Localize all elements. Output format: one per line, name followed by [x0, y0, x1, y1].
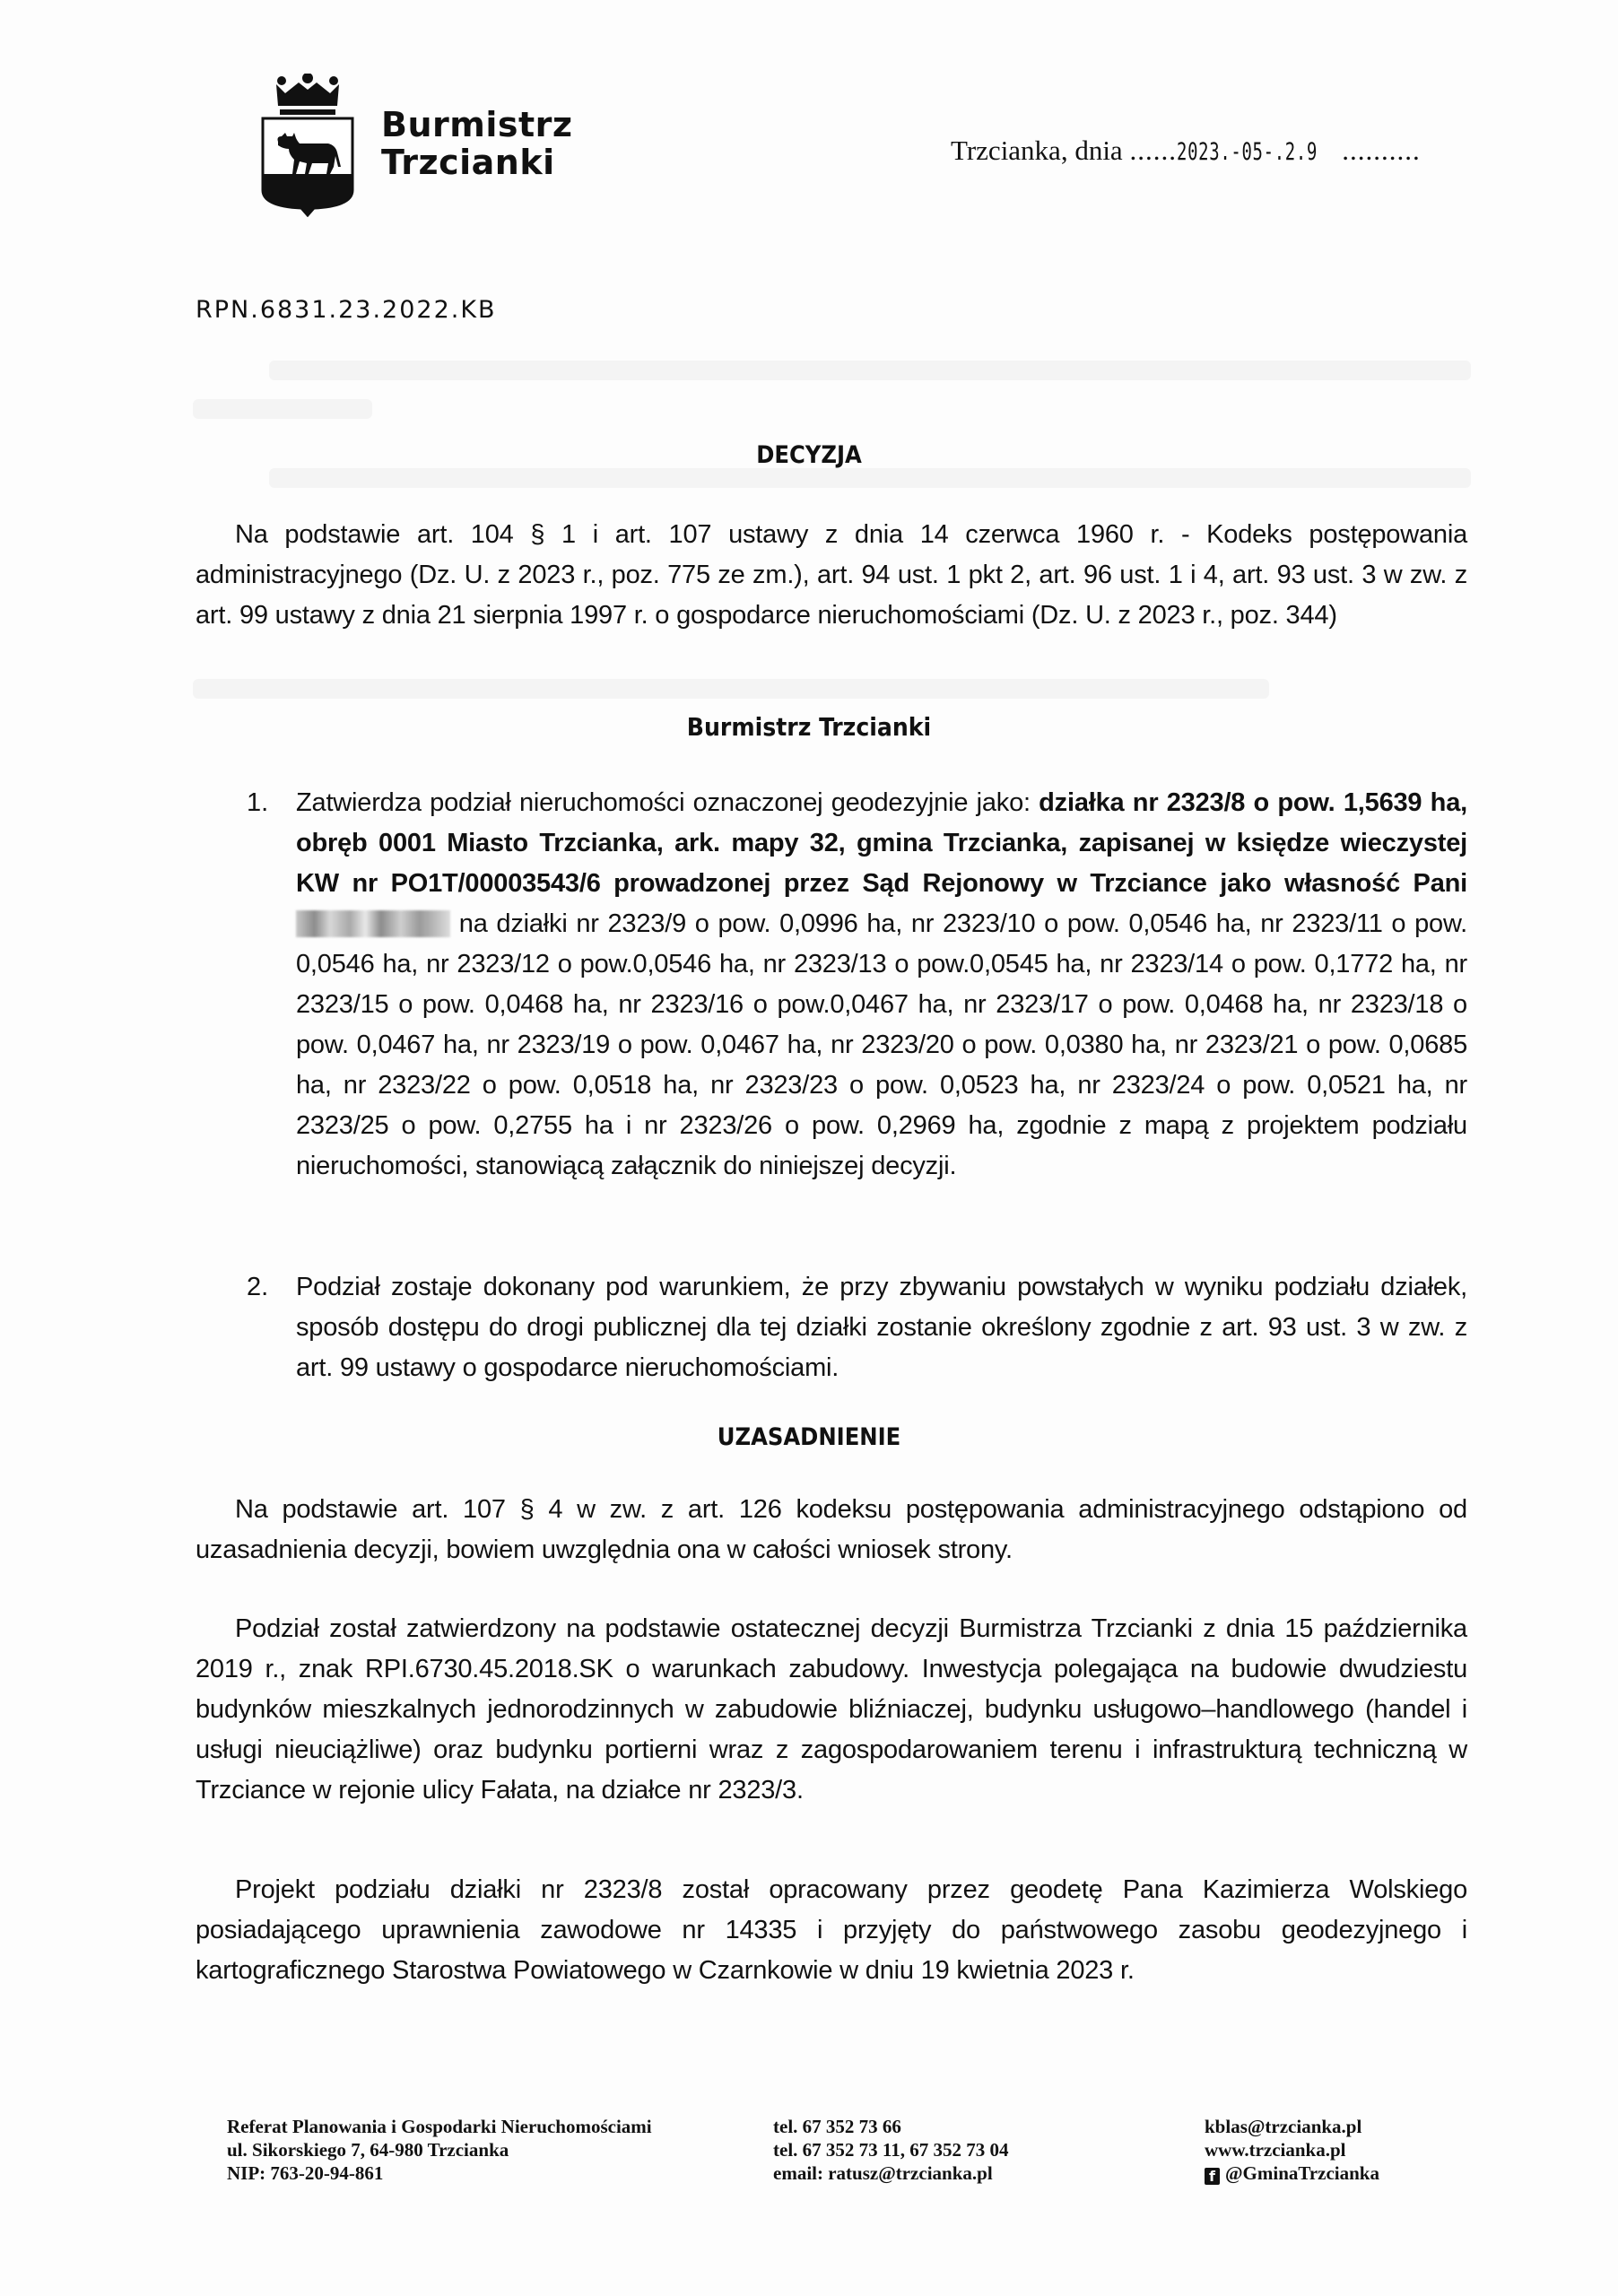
- footer-nip: NIP: 763-20-94-861: [227, 2162, 384, 2184]
- footer-phone-1: tel. 67 352 73 66: [773, 2116, 901, 2137]
- item-text: Podział zostaje dokonany pod warunkiem, że przy zbywaniu powstałych w wyniku podziału działek, sposób dostępu do drogi publicznej dla tej działki zostanie określony zgodnie z art. 93 ust. 3 w zw. z art. 99 ustawy o gospodarce nieruchomościami.: [296, 1273, 1467, 1382]
- brand-name: [381, 106, 573, 181]
- item-number: 2.: [247, 1273, 269, 1301]
- coat-of-arms-logo: [258, 74, 357, 217]
- redacted-owner-name: [296, 910, 450, 937]
- footer-contact: [773, 2115, 1009, 2185]
- bleed-through: [269, 361, 1471, 380]
- date-stamp: 2023.-05-.2.9: [1176, 138, 1318, 166]
- footer-address: ul. Sikorskiego 7, 64-980 Trzcianka: [227, 2139, 509, 2161]
- justification-paragraph-2: Podział został zatwierdzony na podstawie ostatecznej decyzji Burmistrza Trzcianki z dnia 15 października 2019 r., znak RPI.6730.45.2018.SK o warunkach zabudowy. Inwestycja polegająca na budowie dwudziestu budynków mieszkalnych jednorodzinnych w zabudowie bliźniaczej, budynku usługowo–handlowego (handel i usługi nieuciążliwe) oraz budynku portierni wraz z zagospodarowaniem terenu i infrastrukturą techniczną w Trzciance w rejonie ulicy Fałata, na działce nr 2323/3.: [196, 1614, 1467, 1805]
- footer-department-name: Referat Planowania i Gospodarki Nieruchomościami: [227, 2116, 652, 2137]
- footer-facebook[interactable]: [1205, 2161, 1379, 2185]
- item-intro: Zatwierdza podział nieruchomości oznaczonej geodezyjnie jako:: [296, 788, 1040, 817]
- footer-phone-2: tel. 67 352 73 11, 67 352 73 04: [773, 2139, 1009, 2161]
- footer-online: [1205, 2115, 1379, 2185]
- date-dots-after: ..........: [1342, 135, 1421, 166]
- decision-item-1: [247, 783, 1467, 1187]
- item-number: 1.: [247, 788, 269, 817]
- justification-title: UZASADNIENIE: [717, 1423, 901, 1451]
- facebook-icon: f: [1205, 2168, 1220, 2185]
- footer-department: [227, 2115, 652, 2185]
- bleed-through: [269, 468, 1471, 488]
- facebook-handle: @GminaTrzcianka: [1225, 2162, 1379, 2184]
- justification-paragraph-3: Projekt podziału działki nr 2323/8 został opracowany przez geodetę Pana Kazimierza Wolskiego posiadającego uprawnienia zawodowe nr 14335 i przyjęty do państwowego zasobu geodezyjnego i kartograficznego Starostwa Powiatowego w Czarnkowie w dniu 19 kwietnia 2023 r.: [196, 1875, 1467, 1985]
- date-dots-before: ......: [1129, 135, 1177, 166]
- decision-item-2: [247, 1267, 1467, 1388]
- footer-email-kblas[interactable]: kblas@trzcianka.pl: [1205, 2116, 1362, 2137]
- bleed-through: [193, 679, 1269, 699]
- item-text: [296, 783, 1467, 1187]
- footer-website[interactable]: www.trzcianka.pl: [1205, 2139, 1346, 2161]
- justification-paragraph-1: Na podstawie art. 107 § 4 w zw. z art. 126 kodeksu postępowania administracyjnego odstąpiono od uzasadnienia decyzji, bowiem uwzględnia ona w całości wniosek strony.: [196, 1495, 1467, 1564]
- coat-of-arms-icon: [258, 74, 357, 217]
- issuing-authority: Burmistrz Trzcianki: [686, 712, 932, 742]
- brand-line-1: Burmistrz: [381, 105, 573, 144]
- reference-number: RPN.6831.23.2022.KB: [196, 296, 497, 324]
- subdivision-parcels: na działki nr 2323/9 o pow. 0,0996 ha, nr 2323/10 o pow. 0,0546 ha, nr 2323/11 o pow. 0,0546 ha, nr 2323/12 o pow.0,0546 ha, nr 2323/13 o pow.0,0545 ha, nr 2323/14 o pow. 0,1772 ha, nr 2323/15 o pow. 0,0468 ha, nr 2323/16 o pow.0,0467 ha, nr 2323/17 o pow. 0,0468 ha, nr 2323/18 o pow. 0,0467 ha, nr 2323/19 o pow. 0,0467 ha, nr 2323/20 o pow. 0,0380 ha, nr 2323/21 o pow. 0,0685 ha, nr 2323/22 o pow. 0,0518 ha, nr 2323/23 o pow. 0,0523 ha, nr 2323/24 o pow. 0,0521 ha, nr 2323/25 o pow. 0,2755 ha i nr 2323/26 o pow. 0,2969 ha, zgodnie z mapą z projektem podziału nieruchomości, stanowiącą załącznik do niniejszej decyzji.: [296, 909, 1467, 1180]
- place-and-date: [951, 135, 1421, 167]
- brand-line-2: Trzcianki: [381, 143, 555, 182]
- date-prefix: Trzcianka, dnia: [951, 135, 1130, 166]
- document-title: DECYZJA: [756, 441, 862, 469]
- legal-basis-paragraph: Na podstawie art. 104 § 1 i art. 107 ustawy z dnia 14 czerwca 1960 r. - Kodeks postępowania administracyjnego (Dz. U. z 2023 r., poz. 775 ze zm.), art. 94 ust. 1 pkt 2, art. 96 ust. 1 i 4, art. 93 ust. 3 w zw. z art. 99 ustawy z dnia 21 sierpnia 1997 r. o gospodarce nieruchomościami (Dz. U. z 2023 r., poz. 344): [196, 520, 1467, 630]
- parcel-description: działka nr 2323/8 o pow. 1,5639 ha, obręb 0001 Miasto Trzcianka, ark. mapy 32, gmina Trzcianka, zapisanej w księdze wieczystej KW nr PO1T/00003543/6 prowadzonej przez Sąd Rejonowy w Trzciance jako własność Pani: [296, 788, 1467, 898]
- bleed-through: [193, 399, 372, 419]
- footer-email[interactable]: email: ratusz@trzcianka.pl: [773, 2162, 993, 2184]
